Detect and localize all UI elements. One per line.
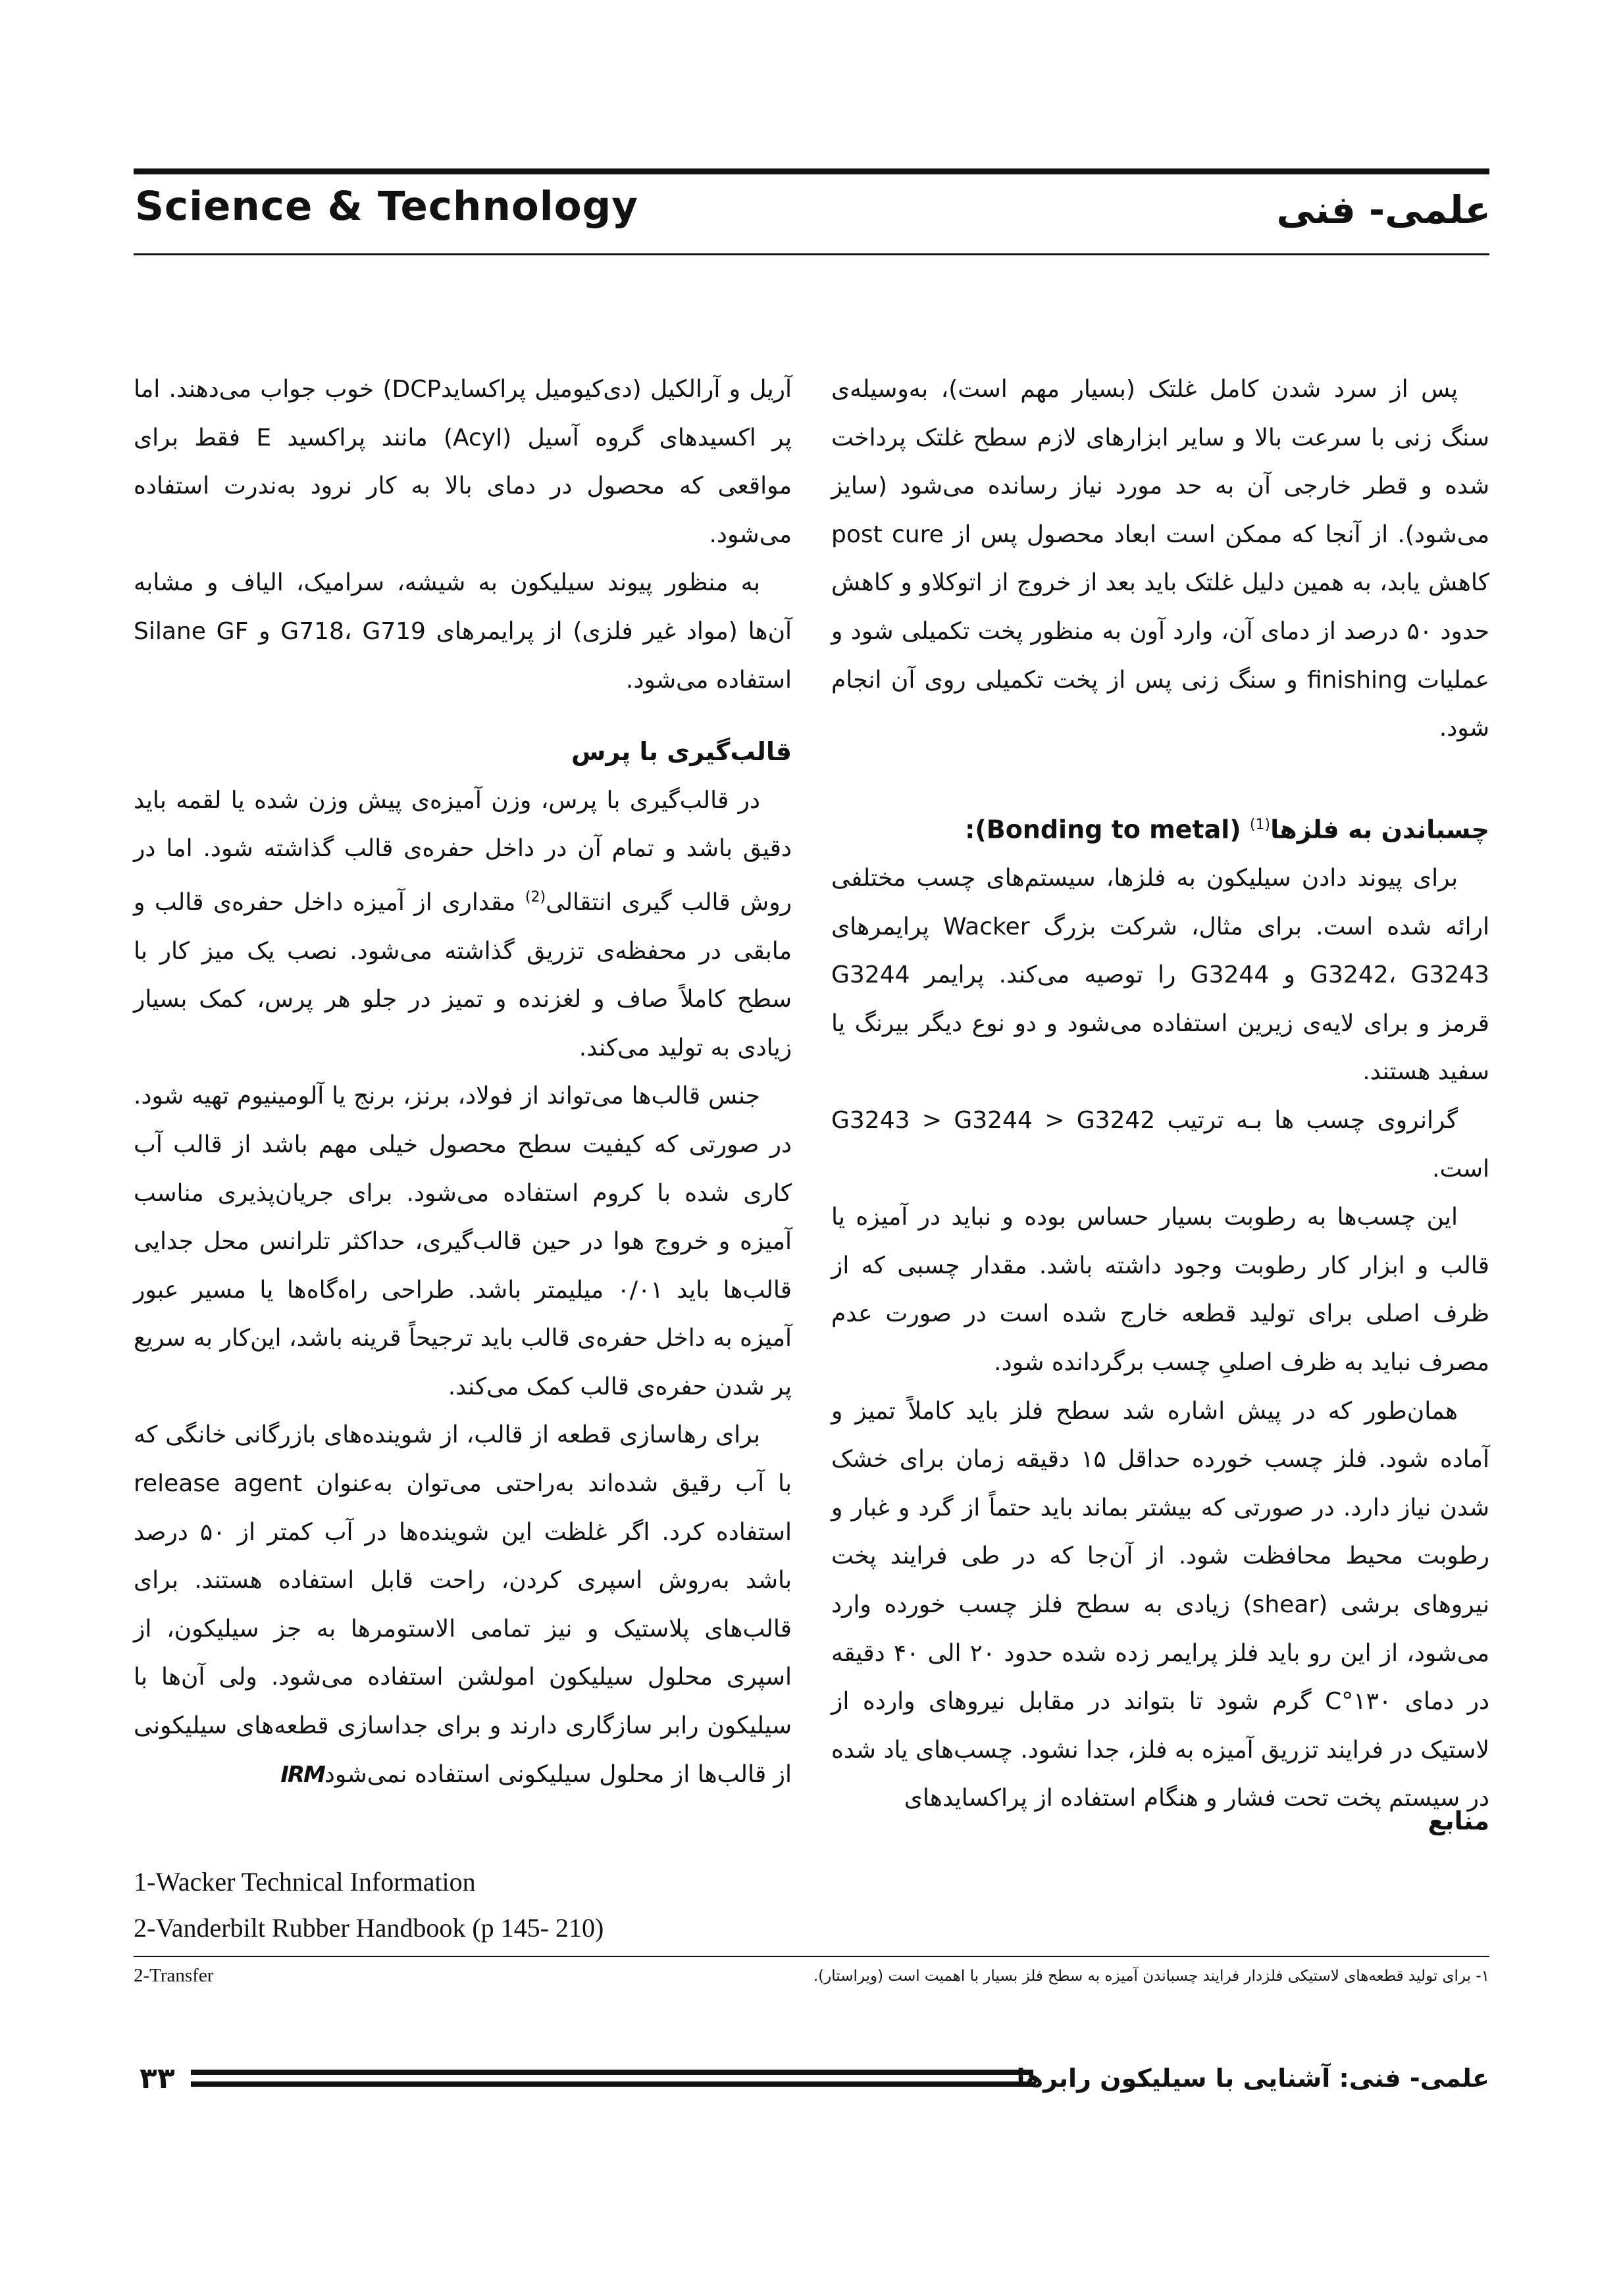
paragraph — [134, 777, 792, 1073]
paragraph: جنس قالب‌ها می‌تواند از فولاد، برنز، برنج یا آلومینیوم تهیه شود. در صورتی که کیفیت سطح محصول خیلی مهم باشد از قالب آب کاری شده با کروم استفاده می‌شود. برای جریان‌پذیری مناسب آمیزه و خروج هوا در حین قالب‌گیری، حداکثر تلرانس محل جدایی قالب‌ها باید ۰/۰۱ میلیمتر باشد. طراحی راه‌گاه‌ها یا مسیر عبور آمیزه به داخل حفره‌ی قالب باید ترجیحاً قرینه باشد، این‌کار به سریع پر شدن حفره‌ی قالب کمک می‌کند. — [134, 1083, 792, 1400]
header-persian-title: علمی- فنی — [1276, 188, 1491, 232]
paragraph: برای پیوند دادن سیلیکون به فلزها، سیستم‌های چسب مختلفی ارائه شده است. برای مثال، شرکت بزرگ Wacker پرایمرهای G3242، G3243 و G3244 را توصیه می‌کند. پرایمر G3244 قرمز و برای لایه‌ی زیرین استفاده می‌شود و دو نوع دیگر بیرنگ یا سفید هستند. — [831, 865, 1490, 1086]
footer-rule-bottom — [191, 2081, 1033, 2087]
paragraph: گرانروی چسب ها بـه ترتیب G3243 > G3244 > G3242 است. — [831, 1106, 1489, 1183]
reference-item: 1-Wacker Technical Information — [134, 1867, 476, 1897]
heading-text: چسباندن به فلزها — [1270, 815, 1489, 844]
paragraph-text: مقداری از آمیزه داخل حفره‌ی قالب و مابقی در محفظه‌ی تزریق گذاشته می‌شود. نصب یک میز کار با سطح کاملاً صاف و لغزنده و تمیز در جلو هر پرس، کمک بسیار زیادی به تولید می‌کند. — [134, 888, 792, 1061]
header-english-title: Science & Technology — [135, 183, 639, 230]
header-bottom-rule — [134, 253, 1489, 255]
heading-tail: (Bonding to metal): — [965, 815, 1241, 844]
references-list — [134, 1859, 604, 1951]
paragraph-text: در قالب‌گیری با پرس، وزن آمیزه‌ی پیش وزن شده یا لقمه باید دقیق باشد و تمام آن در داخل حفره‌ی قالب گذاشته شود. اما در روش قالب گیری انتقالی — [134, 786, 792, 916]
paragraph: به منظور پیوند سیلیکون به شیشه، سرامیک، الیاف و مشابه آن‌ها (مواد غیر فلزی) از پرایمرهای G718، G719 و Silane GF استفاده می‌شود. — [134, 569, 792, 694]
section-heading-press-molding: قالب‌گیری با پرس — [571, 737, 792, 767]
footnote-english: 2-Transfer — [134, 1965, 214, 1986]
reference-item: 2-Vanderbilt Rubber Handbook (p 145- 210) — [134, 1913, 604, 1943]
footer-rule-top — [191, 2070, 1033, 2075]
page-number: ۳۳ — [140, 2062, 175, 2095]
footnote-marker: (1) — [1249, 816, 1271, 833]
irm-logo — [217, 1751, 324, 1800]
paragraph: آریل و آرالکیل (دی‌کیومیل پراکسایدDCP) خوب جواب می‌دهند. اما پر اکسیدهای گروه آسیل (Acyl) مانند پراکسید E فقط برای مواقعی که محصول در دمای بالا به کار نرود به‌ندرت استفاده می‌شود. — [134, 376, 792, 548]
footnote-marker: (2) — [525, 888, 546, 906]
paragraph: پس از سرد شدن کامل غلتک (بسیار مهم است)، به‌وسیله‌ی سنگ زنی با سرعت بالا و سایر ابزارهای لازم سطح غلتک پرداخت شده و قطر خارجی آن به حد مورد نیاز رسانده می‌شود (سایز می‌شود). از آنجا که ممکن است ابعاد محصول پس از post cure کاهش یابد، به همین دلیل غلتک باید بعد از خروج از اتوکلاو و کاهش حدود ۵۰ درصد از دمای آن، وارد آون به منظور پخت تکمیلی شود و عملیات finishing و سنگ زنی پس از پخت تکمیلی روی آن انجام شود. — [831, 376, 1490, 742]
header-top-rule — [134, 168, 1489, 174]
paragraph: این چسب‌ها به رطوبت بسیار حساس بوده و نباید در آمیزه یا قالب و ابزار کار رطوبت وجود داشته باشد. مقدار چسبی که از ظرف اصلی برای تولید قطعه خارج شده است در صورت عدم مصرف نباید به ظرف اصلیِ چسب برگردانده شود. — [831, 1204, 1489, 1376]
section-heading-bonding — [831, 801, 1489, 854]
irm-logo-text: IRM — [280, 1761, 324, 1788]
sources-title: منابع — [1428, 1806, 1489, 1835]
footnote-persian: ۱- برای تولید قطعه‌های لاستیکی فلزدار فرایند چسباندن آمیزه به سطح فلز بسیار با اهمیت است (ویراستار). — [813, 1968, 1489, 1985]
running-title: علمی- فنی: آشنایی با سیلیکون رابرها — [1016, 2064, 1489, 2093]
paragraph — [134, 1411, 792, 1799]
paragraph: همان‌طور که در پیش اشاره شد سطح فلز باید کاملاً تمیز و آماده شود. فلز چسب خورده حداقل ۱۵ دقیقه زمان برای خشک شدن نیاز دارد. در صورتی که بیشتر بماند باید حتماً از گرد و غبار و رطوبت محیط محافظت شود. از آن‌جا که در طی فرایند پخت نیروهای برشی (shear) زیادی به سطح فلز چسب خورده وارد می‌شود، از این رو باید فلز پرایمر زده شده حدود ۲۰ الی ۴۰ دقیقه در دمای ۱۳۰°C گرم شود تا بتواند در مقابل نیروهای وارده از لاستیک در فرایند تزریق آمیزه به فلز، جدا نشود. چسب‌های یاد شده در سیستم پخت تحت فشار و هنگام استفاده از پراکسایدهای — [831, 1397, 1490, 1812]
left-column — [134, 365, 792, 1799]
right-column — [831, 365, 1489, 1823]
paragraph-text: برای رهاسازی قطعه از قالب، از شوینده‌های بازرگانی خانگی که با آب رقیق شده‌اند به‌راحتی می‌توان به‌عنوان release agent استفاده کرد. اگر غلظت این شوینده‌ها در آب کمتر از ۵۰ درصد باشد به‌روش اسپری کردن، راحت قابل استفاده هستند. برای قالب‌های پلاستیک و نیز تمامی الاستومرها به جز سیلیکون، از اسپری محلول سیلیکون امولشن استفاده می‌شود. ولی آن‌ها با سیلیکون رابر سازگاری دارند و برای جداسازی قطعه‌های سیلیکونی از قالب‌ها از محلول سیلیکونی استفاده نمی‌شود — [134, 1421, 792, 1788]
footnote-rule — [134, 1956, 1489, 1957]
